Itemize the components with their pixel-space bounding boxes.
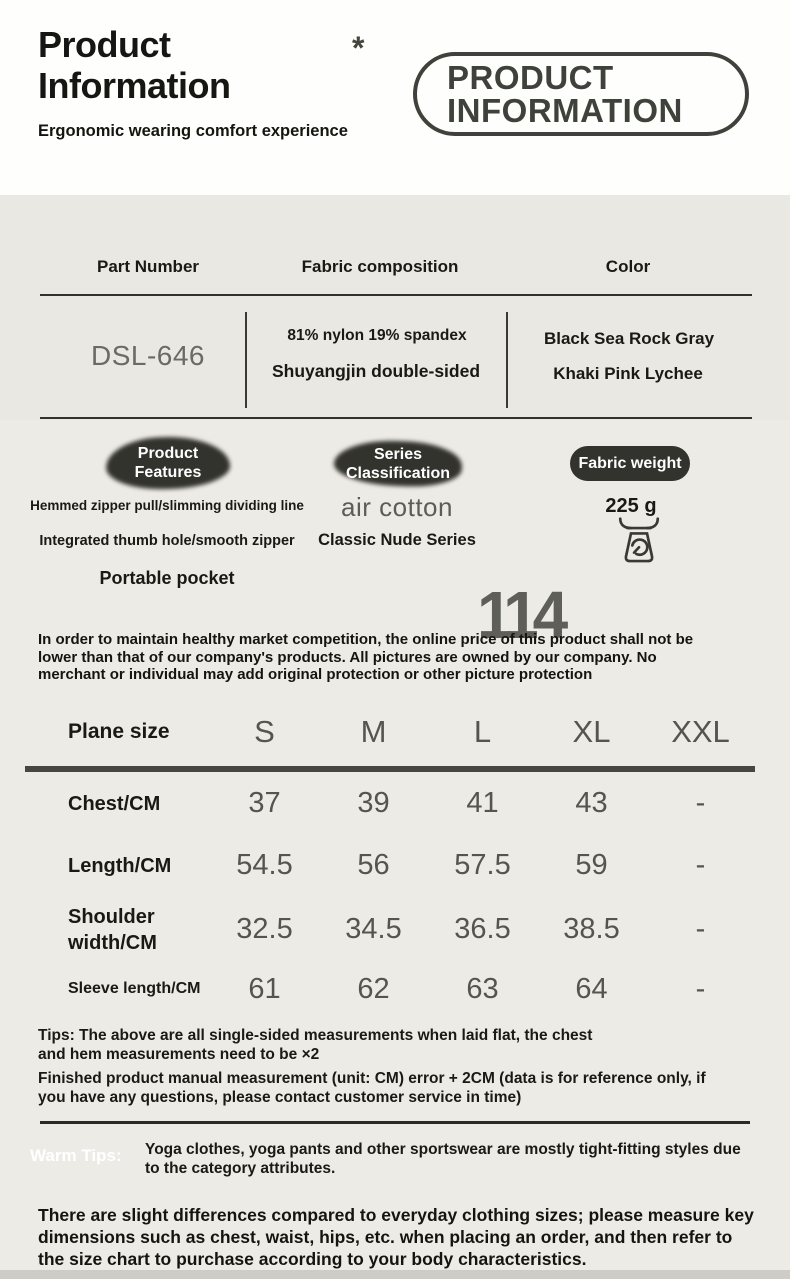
bottom-strip [0, 1270, 790, 1279]
page-title [38, 24, 230, 106]
size-column-m: M [360, 714, 387, 749]
page-title-line1: Product [38, 24, 171, 65]
warm-tips-top-rule [40, 1121, 750, 1124]
fabric-composition-line1: 81% nylon 19% spandex [287, 327, 467, 344]
series-subtitle: Classic Nude Series [318, 531, 476, 549]
product-features-badge: Product Features [106, 437, 230, 489]
cell-value: 59 [575, 849, 608, 881]
size-column-xxl: XXL [671, 714, 730, 749]
color-line1: Black Sea Rock Gray [543, 329, 715, 348]
table-row [25, 896, 755, 963]
cell-value: - [695, 787, 706, 819]
stamp-line2: INFORMATION [447, 92, 683, 129]
row-label: Chest/CM [68, 792, 161, 815]
cell-value: 32.5 [236, 913, 293, 945]
feature-item: Portable pocket [99, 568, 235, 588]
row-label: Sleeve length/CM [68, 980, 201, 998]
cell-value: - [695, 849, 706, 881]
color-line2: Khaki Pink Lychee [553, 364, 703, 383]
page-subtitle: Ergonomic wearing comfort experience [38, 122, 348, 140]
fabric-weight-badge: Fabric weight [570, 446, 690, 481]
sizing-advice-note: There are slight differences compared to everyday clothing sizes; please measure key dimensions such as chest, waist, hips, etc. when placing an order, and then refer to the size chart to purchase according to your body characteristics. [38, 1204, 754, 1269]
disclaimer-text: In order to maintain healthy market competition, the online price of this product shall not be lower than that of our company's products. All pictures are owned by our company. No merchant or individual may add original protection or other picture protection [38, 631, 694, 683]
cell-value: 38.5 [563, 913, 620, 945]
feature-item: Hemmed zipper pull/slimming dividing line [30, 498, 304, 513]
brand-watermark: 114 [477, 577, 563, 653]
cell-value: 57.5 [454, 849, 511, 881]
table-row [25, 835, 755, 896]
spec-table-top-rule [40, 294, 752, 296]
cell-value: 63 [466, 973, 499, 1005]
cell-value: 34.5 [345, 913, 402, 945]
fabric-composition-line2: Shuyangjin double-sided [271, 361, 481, 381]
size-column-l: L [473, 714, 492, 749]
spec-header-fabric-composition: Fabric composition [301, 257, 459, 276]
cell-value: 61 [248, 973, 281, 1005]
cell-value: 54.5 [236, 849, 293, 881]
cell-value: 41 [466, 787, 499, 819]
asterisk-mark: * [352, 30, 365, 66]
size-chart [25, 698, 755, 1016]
table-row [25, 963, 755, 1016]
spec-table-divider-1 [245, 312, 247, 408]
series-classification-badge: Series Classification [334, 441, 462, 486]
size-chart-header-row [25, 698, 755, 766]
tips-error-note: Finished product manual measurement (unit: CM) error + 2CM (data is for reference only, if you have any questions, please contact customer service in time) [38, 1070, 706, 1106]
page-title-line2: Information [38, 65, 231, 106]
cell-value: 43 [575, 787, 608, 819]
feature-list [20, 498, 314, 589]
part-number-value: DSL-646 [90, 340, 206, 371]
size-column-xl: XL [572, 714, 611, 749]
spec-header-color: Color [605, 257, 651, 276]
spec-table-bottom-rule [40, 417, 752, 419]
warm-tips-text: Yoga clothes, yoga pants and other sportswear are mostly tight-fitting styles due to the category attributes. [145, 1141, 741, 1177]
product-information-stamp [413, 52, 749, 136]
cell-value: 36.5 [454, 913, 511, 945]
scale-icon [612, 516, 666, 571]
cell-value: 62 [357, 973, 390, 1005]
row-label: Shoulder width/CM [68, 905, 157, 954]
stamp-line1: PRODUCT [447, 59, 614, 96]
series-name: air cotton [341, 492, 453, 522]
cell-value: - [695, 973, 706, 1005]
spec-background-band [0, 195, 790, 420]
size-column-s: S [254, 714, 275, 749]
feature-item: Integrated thumb hole/smooth zipper [39, 533, 295, 549]
warm-tips-label: Warm Tips: [30, 1146, 122, 1165]
row-label: Length/CM [68, 854, 172, 877]
tips-measurement-note: Tips: The above are all single-sided measurements when laid flat, the chest and hem measurements need to be ×2 [38, 1027, 593, 1063]
table-row [25, 772, 755, 835]
cell-value: 56 [357, 849, 390, 881]
size-chart-corner-label: Plane size [68, 720, 170, 743]
fabric-weight-value: 225 g [605, 495, 657, 517]
spec-table-divider-2 [506, 312, 508, 408]
cell-value: 39 [357, 787, 390, 819]
spec-header-part-number: Part Number [96, 257, 200, 276]
cell-value: - [695, 913, 706, 945]
cell-value: 64 [575, 973, 608, 1005]
cell-value: 37 [248, 787, 281, 819]
